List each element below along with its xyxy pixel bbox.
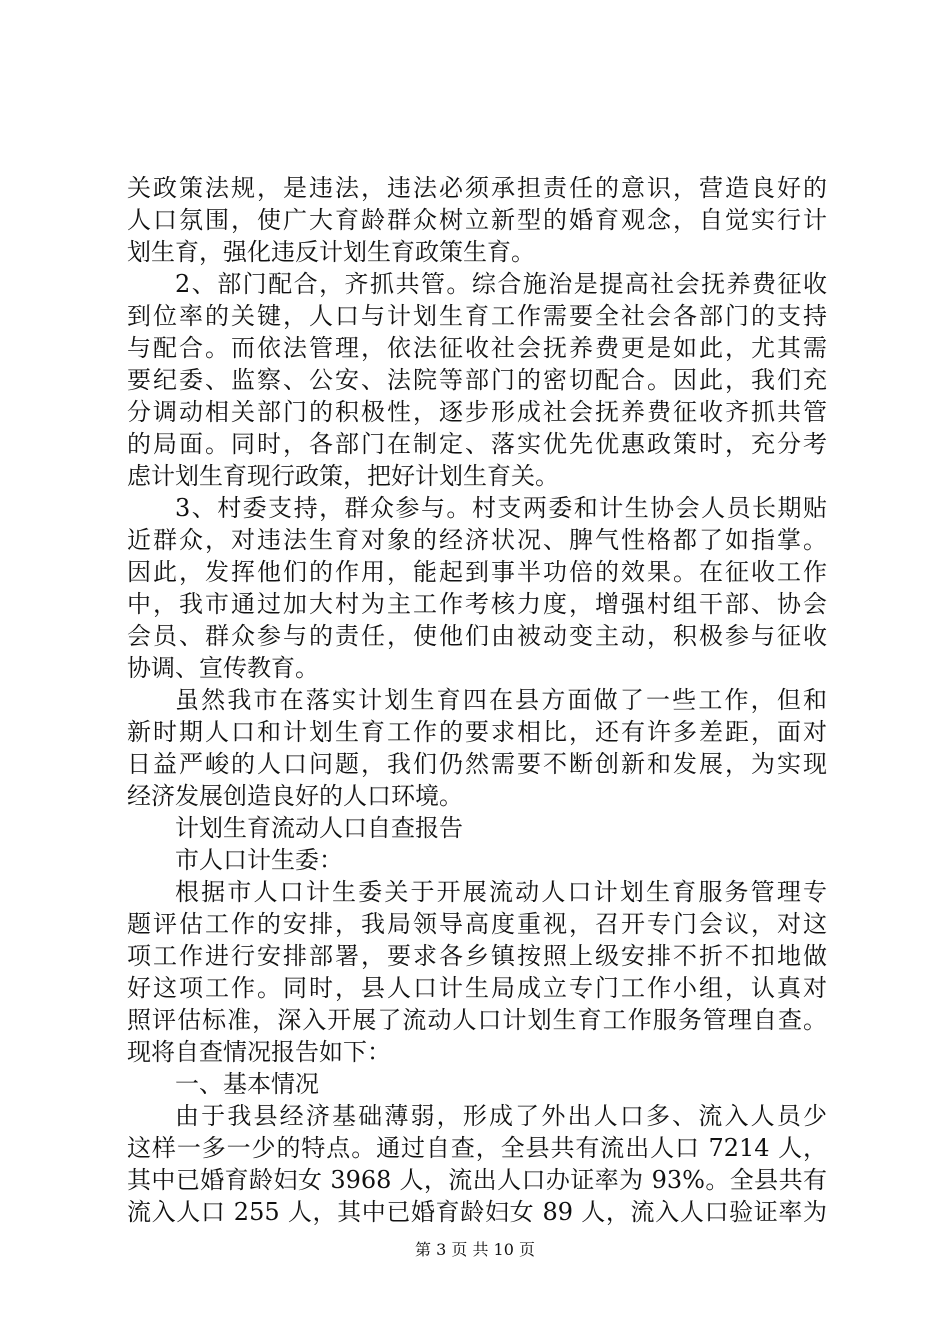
text-line: 人口氛围，使广大育龄群众树立新型的婚育观念，自觉实行计 <box>127 206 827 234</box>
text-line: 与配合。而依法管理，依法征收社会抚养费更是如此，尤其需 <box>127 334 827 362</box>
text-line: 2、部门配合，齐抓共管。综合施治是提高社会抚养费征收 <box>175 270 827 298</box>
text-line: 其中已婚育龄妇女 3968 人，流出人口办证率为 93%。全县共有 <box>127 1166 827 1194</box>
text-line: 市人口计生委： <box>175 846 343 874</box>
text-line: 流入人口 255 人，其中已婚育龄妇女 89 人，流入人口验证率为 <box>127 1198 827 1226</box>
text-line: 新时期人口和计划生育工作的要求相比，还有许多差距，面对 <box>127 718 827 746</box>
document-body <box>127 172 827 1228</box>
text-line: 划生育，强化违反计划生育政策生育。 <box>127 238 535 266</box>
text-line: 日益严峻的人口问题，我们仍然需要不断创新和发展，为实现 <box>127 750 827 778</box>
text-line: 中，我市通过加大村为主工作考核力度，增强村组干部、协会 <box>127 590 827 618</box>
text-line: 计划生育流动人口自查报告 <box>175 814 463 842</box>
text-line: 到位率的关键，人口与计划生育工作需要全社会各部门的支持 <box>127 302 827 330</box>
text-line: 近群众，对违法生育对象的经济状况、脾气性格都了如指掌。 <box>127 526 827 554</box>
text-line: 根据市人口计生委关于开展流动人口计划生育服务管理专 <box>175 878 827 906</box>
text-line: 虑计划生育现行政策，把好计划生育关。 <box>127 462 559 490</box>
text-line: 虽然我市在落实计划生育四在县方面做了一些工作，但和 <box>175 686 827 714</box>
text-line: 关政策法规，是违法，违法必须承担责任的意识，营造良好的 <box>127 174 827 202</box>
text-line: 照评估标准，深入开展了流动人口计划生育工作服务管理自查。 <box>127 1006 827 1034</box>
text-line: 由于我县经济基础薄弱，形成了外出人口多、流入人员少 <box>175 1102 827 1130</box>
text-line: 一、基本情况 <box>175 1070 319 1098</box>
text-line: 现将自查情况报告如下： <box>127 1038 391 1066</box>
text-line: 3、村委支持，群众参与。村支两委和计生协会人员长期贴 <box>175 494 827 522</box>
text-line: 这样一多一少的特点。通过自查，全县共有流出人口 7214 人， <box>127 1134 827 1162</box>
text-line: 经济发展创造良好的人口环境。 <box>127 782 463 810</box>
text-line: 协调、宣传教育。 <box>127 654 319 682</box>
page-footer: 第 3 页 共 10 页 <box>415 1240 535 1259</box>
text-line: 要纪委、监察、公安、法院等部门的密切配合。因此，我们充 <box>127 366 827 394</box>
text-line: 因此，发挥他们的作用，能起到事半功倍的效果。在征收工作 <box>127 558 827 586</box>
text-line: 的局面。同时，各部门在制定、落实优先优惠政策时，充分考 <box>127 430 827 458</box>
text-line: 会员、群众参与的责任，使他们由被动变主动，积极参与征收 <box>127 622 827 650</box>
text-line: 分调动相关部门的积极性，逐步形成社会抚养费征收齐抓共管 <box>127 398 827 426</box>
text-line: 题评估工作的安排，我局领导高度重视，召开专门会议，对这 <box>127 910 827 938</box>
text-line: 好这项工作。同时，县人口计生局成立专门工作小组，认真对 <box>127 974 827 1002</box>
text-line: 项工作进行安排部署，要求各乡镇按照上级安排不折不扣地做 <box>127 942 827 970</box>
